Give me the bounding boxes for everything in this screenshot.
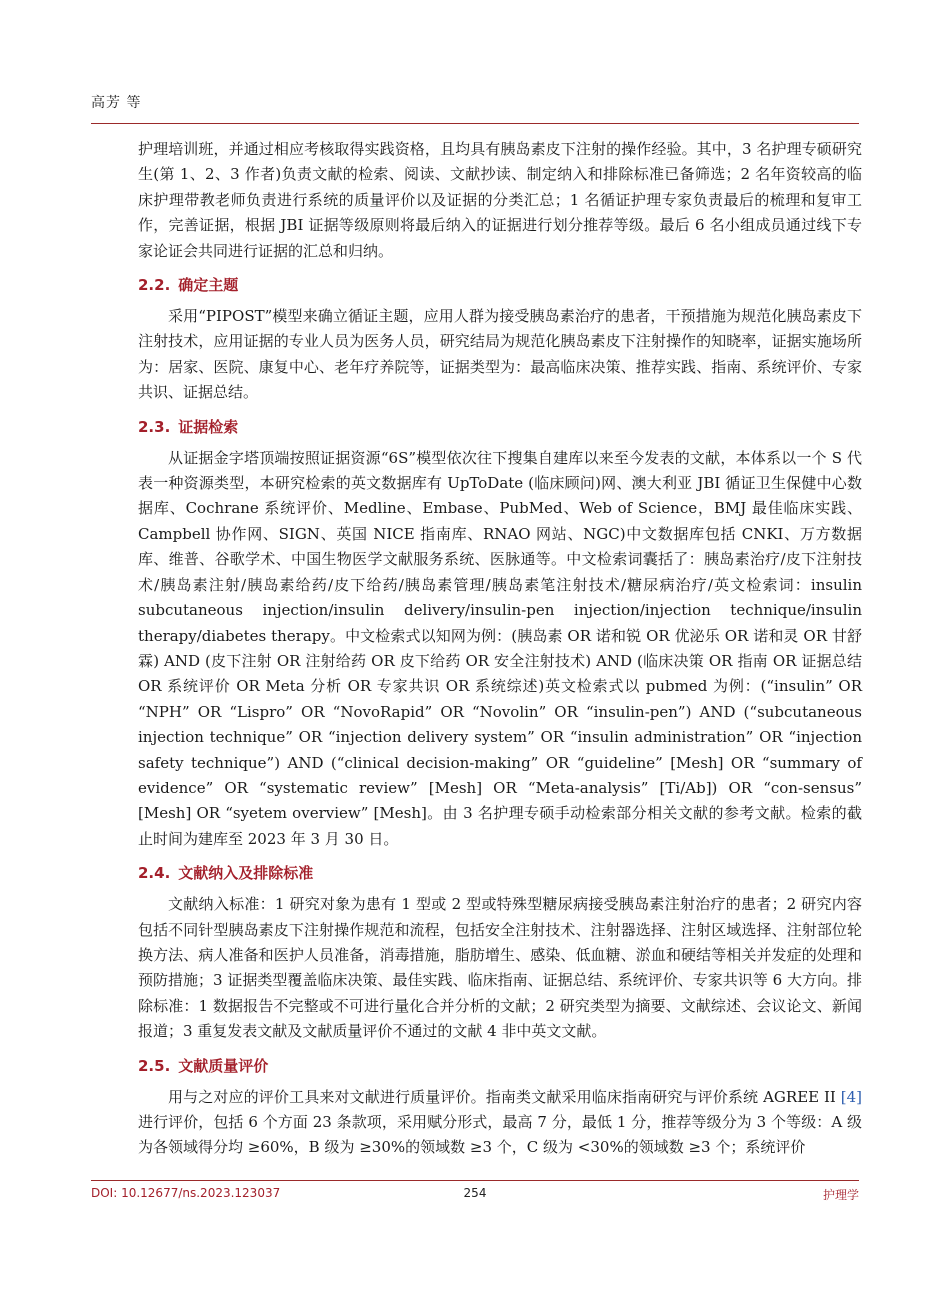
section-paragraph-2-5 [138, 1085, 862, 1161]
article-body [138, 137, 862, 1161]
section-title: 证据检索 [178, 417, 239, 436]
section-number: 2.5. [138, 1056, 171, 1075]
section-paragraph-2-4: 文献纳入标准：1 研究对象为患有 1 型或 2 型或特殊型糖尿病接受胰岛素注射治疗的患者；2 研究内容包括不同针型胰岛素皮下注射操作规范和流程，包括安全注射技术、注射器选择、注射区域选择、注射部位轮换方法、病人准备和医护人员准备，消毒措施，脂肪增生、感染、低血糖、淤血和硬结等相关并发症的处理和预防措施；3 证据类型覆盖临床决策、最佳实践、临床指南、证据总结、系统评价、专家共识等 6 大方向。排除标准：1 数据报告不完整或不可进行量化合并分析的文献；2 研究类型为摘要、文献综述、会议论文、新闻报道；3 重复发表文献及文献质量评价不通过的文献 4 非中英文文献。 [138, 895, 862, 1041]
section-title: 确定主题 [178, 276, 239, 295]
section-number: 2.4. [138, 864, 171, 883]
section-paragraph-2-3: 从证据金字塔顶端按照证据资源“6S”模型依次往下搜集自建库以来至今发表的文献，本体系以一个 S 代表一种资源类型，本研究检索的英文数据库有 UpToDate (临床顾问)网、澳大利亚 JBI 循证卫生保健中心数据库、Cochrane 系统评价、Medline、Embase、PubMed、Web of Science，BMJ 最佳临床实践、Campbell 协作网、SIGN、英国 NICE 指南库、RNAO 网站、NGC)中文数据库包括 CNKI、万方数据库、维普、谷歌学术、中国生物医学文献服务系统、医脉通等。中文检索词囊括了：胰岛素治疗/皮下注射技术/胰岛素注射/胰岛素给药/皮下给药/胰岛素管理/胰岛素笔注射技术/糖尿病治疗/英文检索词：insulin subcutaneous injection/insulin delivery/insulin-pen injection/injection technique/insulin therapy/diabetes therapy。中文检索式以知网为例：(胰岛素 OR 诺和锐 OR 优泌乐 OR 诺和灵 OR 甘舒霖) AND (皮下注射 OR 注射给药 OR 皮下给药 OR 安全注射技术) AND (临床决策 OR 指南 OR 证据总结 OR 系统评价 OR Meta 分析 OR 专家共识 OR 系统综述)英文检索式以 pubmed 为例：(“insulin” OR “NPH” OR “Lispro” OR “NovoRapid” OR “Novolin” OR “insulin-pen”) AND (“subcutaneous injection technique” OR “injection delivery system” OR “insulin administration” OR “injection safety technique”) AND (“clinical decision-making” OR “guideline” [Mesh] OR “summary of evidence” OR “systematic review” [Mesh] OR “Meta-analysis” [Ti/Ab]) OR “con-sensus” [Mesh] OR “syetem overview” [Mesh]。由 3 名护理专硕手动检索部分相关文献的参考文献。检索的截止时间为建库至 2023 年 3 月 30 日。 [138, 448, 862, 848]
paragraph-text-part: 进行评价，包括 6 个方面 23 条款项，采用赋分形式，最高 7 分，最低 1 分，推荐等级分为 3 个等级：A 级为各领域得分均 ≥60%，B 级为 ≥30%的领域数 ≥3 个，C 级为 <30%的领域数 ≥3 个；系统评价 [138, 1113, 862, 1157]
section-title: 文献质量评价 [178, 1056, 269, 1075]
section-heading-2-4 [138, 862, 862, 884]
page-number: 254 [463, 1186, 487, 1200]
section-heading-2-5 [138, 1055, 862, 1077]
section-title: 文献纳入及排除标准 [178, 864, 314, 883]
section-number: 2.3. [138, 417, 171, 436]
header-divider [91, 123, 859, 124]
section-number: 2.2. [138, 276, 171, 295]
running-head: 高芳 等 [91, 95, 142, 111]
section-heading-2-2 [138, 274, 862, 296]
paragraph-text-part: 用与之对应的评价工具来对文献进行质量评价。指南类文献采用临床指南研究与评价系统 AGREE II [168, 1087, 841, 1106]
journal-name: 护理学 [822, 1188, 859, 1202]
page-footer [91, 1186, 859, 1206]
footer-divider [91, 1180, 859, 1181]
section-paragraph-2-2: 采用“PIPOST”模型来确立循证主题，应用人群为接受胰岛素治疗的患者，干预措施为规范化胰岛素皮下注射技术，应用证据的专业人员为医务人员，研究结局为规范化胰岛素皮下注射操作的知晓率，证据实施场所为：居家、医院、康复中心、老年疗养院等，证据类型为：最高临床决策、推荐实践、指南、系统评价、专家共识、证据总结。 [138, 307, 862, 402]
doi-link[interactable]: DOI: 10.12677/ns.2023.123037 [91, 1186, 281, 1200]
reference-link[interactable]: [4] [840, 1087, 862, 1106]
intro-paragraph: 护理培训班，并通过相应考核取得实践资格，且均具有胰岛素皮下注射的操作经验。其中，3 名护理专硕研究生(第 1、2、3 作者)负责文献的检索、阅读、文献抄读、制定纳入和排除标准已备筛选；2 名年资较高的临床护理带教老师负责进行系统的质量评价以及证据的分类汇总；1 名循证护理专家负责最后的梳理和复审工作，完善证据，根据 JBI 证据等级原则将最后纳入的证据进行划分推荐等级。最后 6 名小组成员通过线下专家论证会共同进行证据的汇总和归纳。 [138, 140, 862, 260]
section-heading-2-3 [138, 416, 862, 438]
